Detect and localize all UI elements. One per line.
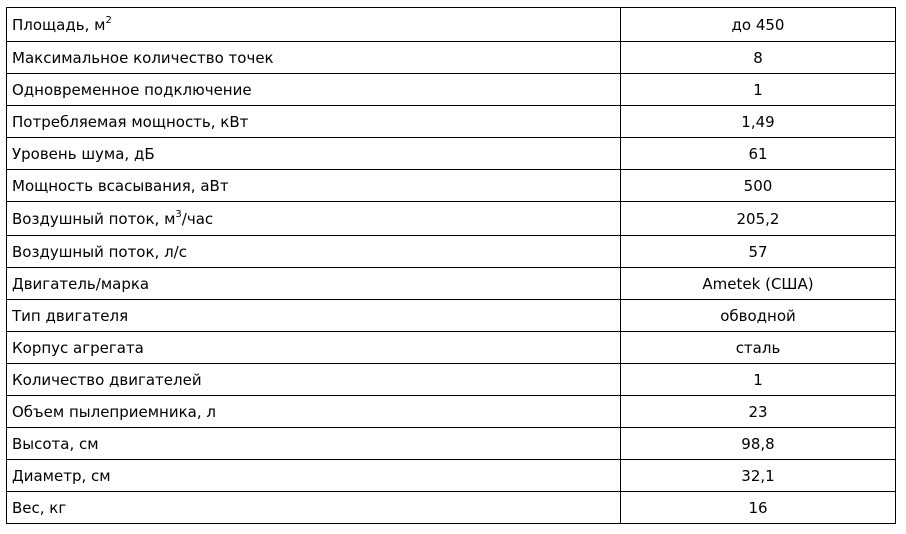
param-cell: Потребляемая мощность, кВт — [7, 106, 621, 138]
value-cell: 16 — [621, 492, 896, 524]
value-cell: обводной — [621, 300, 896, 332]
value-cell: 23 — [621, 396, 896, 428]
table-row — [7, 170, 896, 202]
param-cell: Количество двигателей — [7, 364, 621, 396]
param-cell: Уровень шума, дБ — [7, 138, 621, 170]
param-superscript: 2 — [105, 14, 112, 26]
value-cell: сталь — [621, 332, 896, 364]
param-cell: Двигатель/марка — [7, 268, 621, 300]
table-row — [7, 236, 896, 268]
value-cell: 61 — [621, 138, 896, 170]
value-cell: 205,2 — [621, 202, 896, 236]
value-cell: 32,1 — [621, 460, 896, 492]
table-row — [7, 300, 896, 332]
param-suffix: /час — [181, 209, 214, 228]
param-cell: Мощность всасывания, аВт — [7, 170, 621, 202]
table-row — [7, 428, 896, 460]
table-row — [7, 332, 896, 364]
table-row — [7, 364, 896, 396]
table-row — [7, 42, 896, 74]
value-cell: 98,8 — [621, 428, 896, 460]
value-cell: 1 — [621, 364, 896, 396]
param-cell: Корпус агрегата — [7, 332, 621, 364]
table-row — [7, 396, 896, 428]
param-cell: Тип двигателя — [7, 300, 621, 332]
param-cell: Воздушный поток, л/с — [7, 236, 621, 268]
value-cell: 1 — [621, 74, 896, 106]
table-row — [7, 8, 896, 42]
value-cell: 1,49 — [621, 106, 896, 138]
param-cell: Максимальное количество точек — [7, 42, 621, 74]
table-row — [7, 202, 896, 236]
param-superscript: 3 — [175, 208, 182, 220]
table-row — [7, 106, 896, 138]
param-cell — [7, 202, 621, 236]
param-label: Площадь, м — [12, 15, 106, 34]
value-cell: 8 — [621, 42, 896, 74]
table-row — [7, 460, 896, 492]
param-label: Воздушный поток, м — [12, 209, 176, 228]
value-cell: 57 — [621, 236, 896, 268]
value-cell: 500 — [621, 170, 896, 202]
param-cell: Объем пылеприемника, л — [7, 396, 621, 428]
param-cell: Диаметр, см — [7, 460, 621, 492]
table-row — [7, 138, 896, 170]
table-row — [7, 268, 896, 300]
table-row — [7, 74, 896, 106]
param-cell: Одновременное подключение — [7, 74, 621, 106]
param-cell: Вес, кг — [7, 492, 621, 524]
param-cell — [7, 8, 621, 42]
value-cell: Ametek (США) — [621, 268, 896, 300]
param-cell: Высота, см — [7, 428, 621, 460]
value-cell: до 450 — [621, 8, 896, 42]
table-row — [7, 492, 896, 524]
specifications-table — [6, 7, 896, 524]
